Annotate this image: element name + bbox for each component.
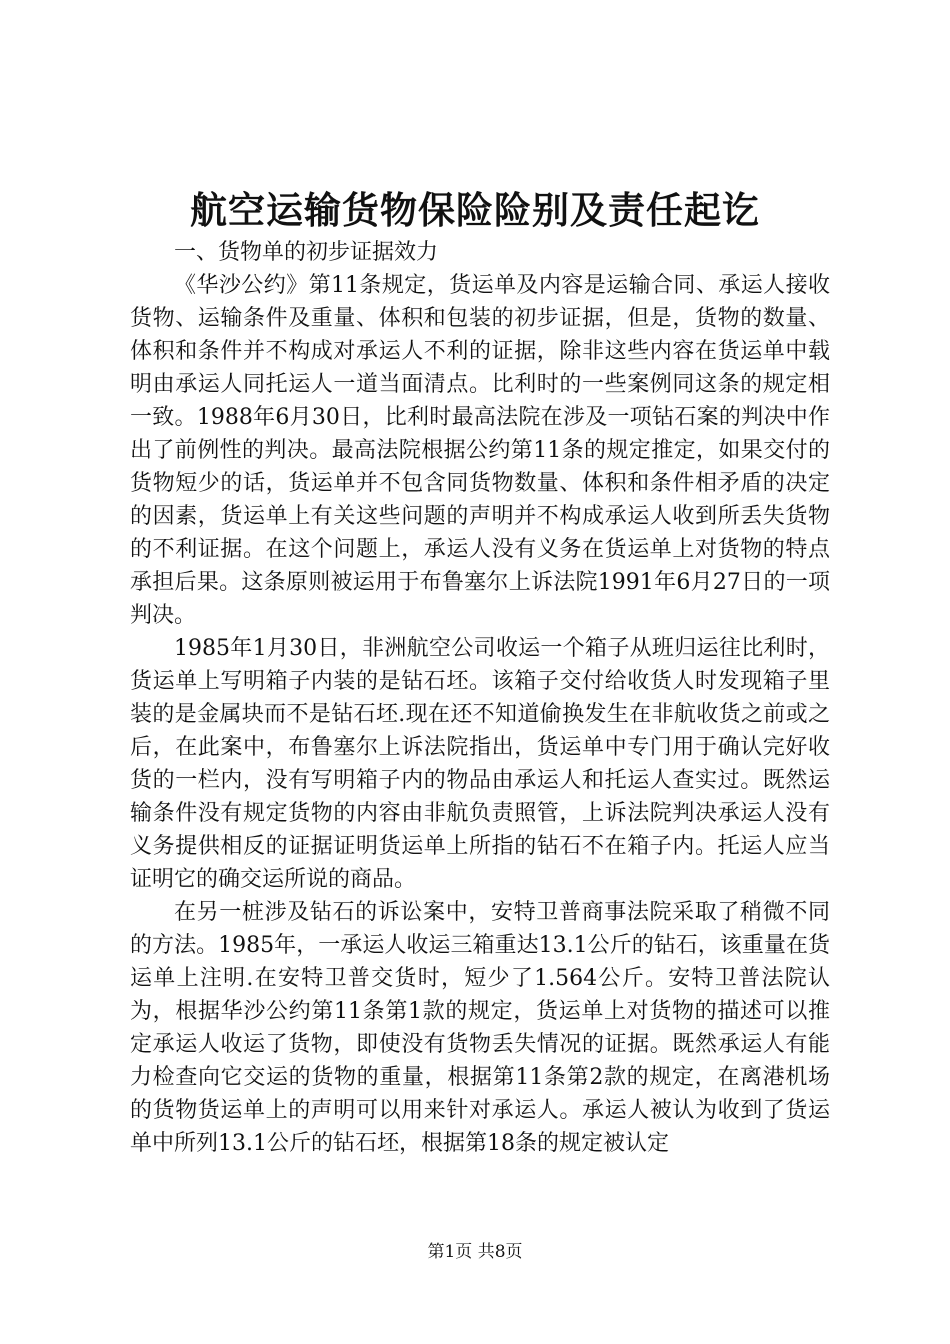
paragraph-3: 在另一桩涉及钻石的诉讼案中，安特卫普商事法院采取了稍微不同的方法。1985年，一承运人收运三箱重达13.1公斤的钻石，该重量在货运单上注明.在安特卫普交货时，短少了1.564公斤。安特卫普法院认为，根据华沙公约第11条第1款的规定，货运单上对货物的描述可以推定承运人收运了货物，即使没有货物丢失情况的证据。既然承运人有能力检查向它交运的货物的重量，根据第11条第2款的规定，在离港机场的货物货运单上的声明可以用来针对承运人。承运人被认为收到了货运单中所列13.1公斤的钻石坯，根据第18条的规定被认定 (130, 900, 830, 1156)
paragraph-2: 1985年1月30日，非洲航空公司收运一个箱子从班归运往比利时，货运单上写明箱子内装的是钻石坯。该箱子交付给收货人时发现箱子里装的是金属块而不是钻石坯.现在还不知道偷换发生在非航收货之前或之后，在此案中，布鲁塞尔上诉法院指出，货运单中专门用于确认完好收货的一栏内，没有写明箱子内的物品由承运人和托运人查实过。既然运输条件没有规定货物的内容由非航负责照管，上诉法院判决承运人没有义务提供相反的证据证明货运单上所指的钻石不在箱子内。托运人应当证明它的确交运所说的商品。 (130, 636, 830, 892)
document-title: 航空运输货物保险险别及责任起讫 (190, 188, 760, 232)
paragraph-1: 《华沙公约》第11条规定，货运单及内容是运输合同、承运人接收货物、运输条件及重量、体积和包装的初步证据，但是，货物的数量、体积和条件并不构成对承运人不利的证据，除非这些内容在货运单中载明由承运人同托运人一道当面清点。比利时的一些案例同这条的规定相一致。1988年6月30日，比利时最高法院在涉及一项钻石案的判决中作出了前例性的判决。最高法院根据公约第11条的规定推定，如果交付的货物短少的话，货运单并不包含同货物数量、体积和条件相矛盾的决定的因素，货运单上有关这些问题的声明并不构成承运人收到所丢失货物的不利证据。在这个问题上，承运人没有义务在货运单上对货物的特点承担后果。这条原则被运用于布鲁塞尔上诉法院1991年6月27日的一项判决。 (130, 273, 830, 628)
document-body (130, 236, 830, 1160)
page-footer: 第1页 共8页 (427, 1242, 523, 1262)
section-heading: 一、货物单的初步证据效力 (174, 240, 439, 265)
